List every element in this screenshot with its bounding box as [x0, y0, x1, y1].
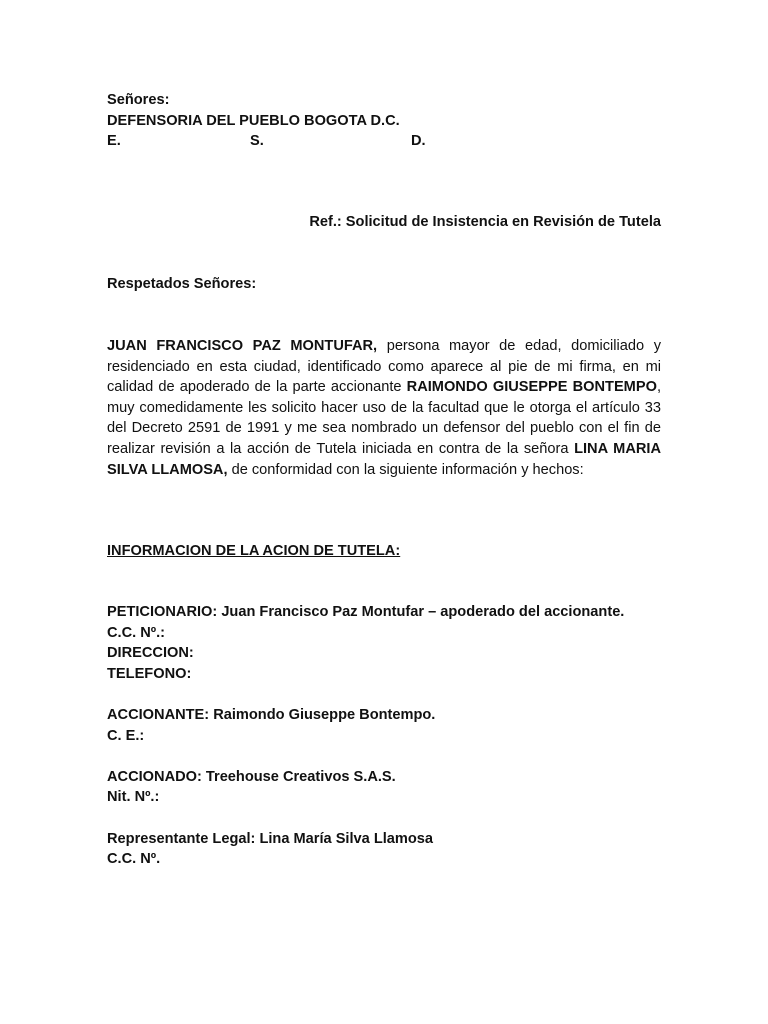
section-title: INFORMACION DE LA ACION DE TUTELA: [107, 543, 401, 559]
body-text-1: persona mayor de edad, domiciliado y residenciado en esta ciudad, identificado como aparece al pie de mi firma, en mi calidad de apoderado de la parte accionante [107, 338, 661, 396]
field-accionado: ACCIONADO: Treehouse Creativos S.A.S. [107, 768, 396, 785]
field-peticionario: PETICIONARIO: Juan Francisco Paz Montufar – apoderado del accionante. [107, 604, 625, 620]
field-accionante: ACCIONANTE: Raimondo Giuseppe Bontempo. [107, 706, 436, 723]
field-ce: C. E.: [107, 727, 145, 744]
esd-d: D. [411, 133, 426, 150]
plaintiff-name: RAIMONDO GIUSEPPE BONTEMPO [406, 379, 657, 396]
reference-line: Ref.: Solicitud de Insistencia en Revisión de Tutela [309, 214, 661, 230]
spacer [107, 808, 661, 829]
body-paragraph [107, 336, 661, 480]
field-cc: C.C. Nº.: [107, 624, 166, 641]
field-direccion: DIRECCION: [107, 645, 194, 662]
spacer [107, 746, 661, 767]
tutela-info-fields [107, 602, 661, 870]
body-text-2: , muy comedidamente les solicito hacer uso de la facultad que le otorga el artículo 33 del Decreto 2591 de 1991 y me sea nombrado un defensor del pueblo con el fin de realizar revisión a la acción de Tutela iniciada en contra de la señora [107, 379, 661, 457]
esd-e: E. [107, 133, 121, 150]
petitioner-name: JUAN FRANCISCO PAZ MONTUFAR, [107, 338, 378, 354]
defendant-rep-name: LINA MARIA SILVA LLAMOSA, [107, 440, 661, 478]
recipient-header [107, 90, 661, 152]
esd-s: S. [250, 133, 264, 150]
field-cc-representante: C.C. Nº. [107, 851, 161, 868]
esd-line [107, 131, 661, 152]
field-representante: Representante Legal: Lina María Silva Llamosa [107, 830, 434, 847]
spacer [107, 684, 661, 705]
body-text-3: de conformidad con la siguiente información y hechos: [227, 461, 584, 478]
recipient-name: DEFENSORIA DEL PUEBLO BOGOTA D.C. [107, 112, 400, 129]
greeting: Respetados Señores: [107, 276, 257, 292]
field-telefono: TELEFONO: [107, 665, 192, 682]
field-nit: Nit. Nº.: [107, 789, 160, 806]
salutation: Señores: [107, 92, 170, 108]
